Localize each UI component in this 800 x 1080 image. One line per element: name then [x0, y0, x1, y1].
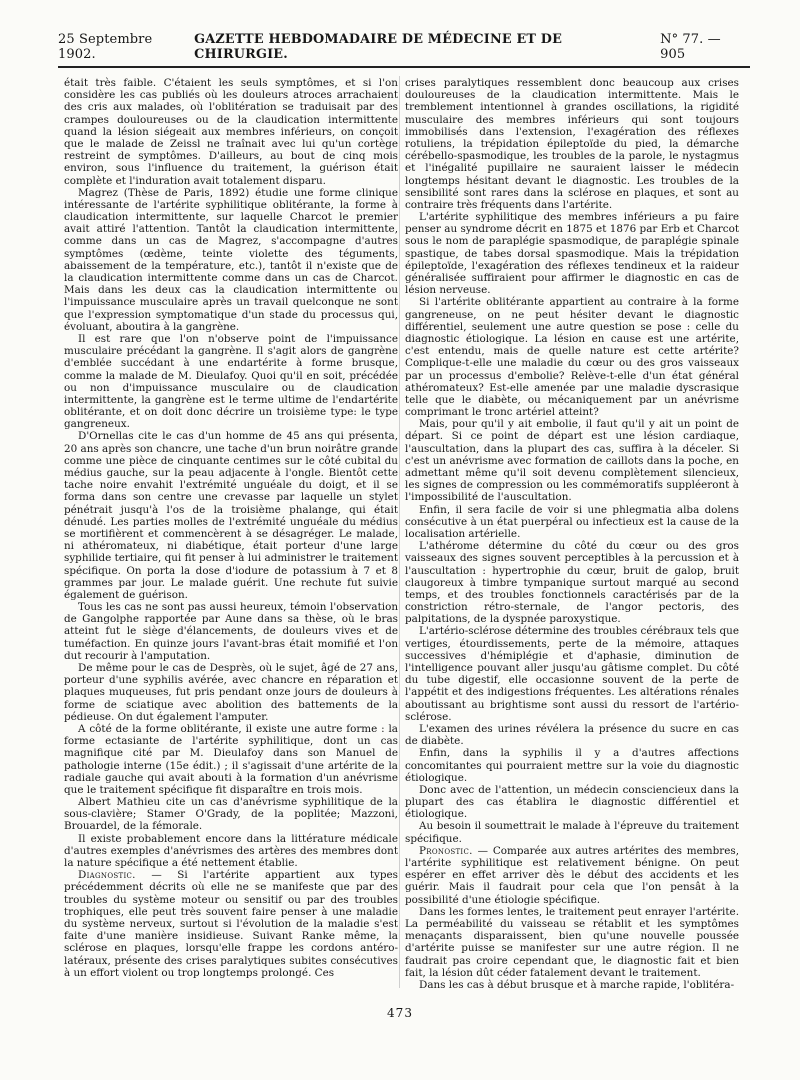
header-date: 25 Septembre 1902. — [58, 32, 153, 62]
paragraph: Magrez (Thèse de Paris, 1892) étudie une forme clinique intéressante de l'artérite syphilitique oblitérante, la forme à claudication intermittente, sur laquelle Charcot le premier avait attiré l'attention. Tantôt la claudication intermittente, comme dans un cas de Magrez, s'accompagne d'autres symptômes (œdème, teinte violette des téguments, abaissement de la température, etc.), tantôt il n'existe que de la claudication intermittente comme dans un cas de Charcot. Mais dans les deux cas la claudication intermittente ou l'impuissance musculaire après un travail quelconque ne sont que l'expression symptomatique d'un stade du processus qui, évoluant, aboutira à la gangrène. — [64, 186, 398, 333]
paragraph: Il est rare que l'on n'observe point de l'impuissance musculaire précédant la gangrène. Il s'agit alors de gangrène d'emblée succédant à une endartérite à forme brusque, comme la malade de M. Dieulafoy. Quoi qu'il en soit, précédée ou non d'impuissance musculaire ou de claudication intermittente, la gangrène est le terme ultime de l'endartérite oblitérante, et on doit donc décrire un troisième type: le type gangreneux. — [64, 332, 398, 431]
section-heading: Pronostic. — [419, 844, 473, 857]
journal-title: GAZETTE HEBDOMADAIRE DE MÉDECINE ET DE CHIRURGIE. — [194, 32, 563, 62]
folio-number: 473 — [387, 1006, 413, 1020]
paragraph: Dans les cas à début brusque et à marche rapide, l'oblitéra- — [419, 978, 735, 991]
paragraph: Au besoin il soumettrait le malade à l'épreuve du traitement spécifique. — [405, 820, 739, 845]
paragraph-text: — Si l'artérite appartient aux types précédemment décrits où elle ne se manifeste que par des troubles du système moteur ou sensitif ou par des troubles trophiques, elle peut très souvent faire penser à une maladie du système nerveux, surtout si l'évolution de la maladie s'est faite d'une manière insidieuse. Suivant Ranke même, la sclérose en plaques, lorsqu'elle frappe les cordons antéro-latéraux, présente des crises paralytiques subites consécutives à un effort violent ou trop longtemps prolongé. Ces — [64, 869, 398, 979]
paragraph: Albert Mathieu cite un cas d'anévrisme syphilitique de la sous-clavière; Stamer O'Grady, de la poplitée; Mazzoni, Brouardel, de la fémorale. — [64, 796, 398, 833]
paragraph: Donc avec de l'attention, un médecin consciencieux dans la plupart des cas établira le diagnostic différentiel et étiologique. — [405, 783, 739, 821]
paragraph: crises paralytiques ressemblent donc beaucoup aux crises douloureuses de la claudication intermittente. Mais le tremblement intentionnel à grandes oscillations, la rigidité musculaire des membres inférieurs qui sont toujours immobilisés dans l'extension, l'exagération des réflexes rotuliens, la trépidation épileptoïde du pied, la démarche cérébello-spasmodique, les troubles de la parole, le nystagmus et l'inégalité pupillaire ne sauraient laisser le médecin longtemps hésitant devant le diagnostic. Les troubles de la sensibilité sont rares dans la sclérose en plaques, et sont au contraire très fréquents dans l'artérite. — [405, 77, 739, 211]
column-divider — [399, 76, 400, 988]
running-header — [58, 32, 750, 62]
paragraph: était très faible. C'étaient les seuls symptômes, et si l'on considère les cas publiés où les douleurs atroces arrachaient des cris aux malades, où l'oblitération se traduisait par des crampes douloureuses ou de la claudication intermittente quand la lésion siégeait aux membres inférieurs, on conçoit que le malade de Zeissl ne traînait avec lui qu'un cortège restreint de symptômes. D'ailleurs, au bout de cinq mois environ, sous l'influence du traitement, la guérison était complète et l'induration avait totalement disparu. — [64, 77, 398, 187]
paragraph: L'artérite syphilitique des membres inférieurs a pu faire penser au syndrome décrit en 1875 et 1876 par Erb et Charcot sous le nom de paraplégie spasmodique, de paraplégie spinale spastique, de tabes dorsal spasmodique. Mais la trépidation épileptoïde, l'exagération des réflexes tendineux et la raideur généralisée suffiraient pour affirmer le diagnostic en cas de lésion nerveuse. — [405, 211, 739, 297]
paragraph: L'artério-sclérose détermine des troubles cérébraux tels que vertiges, étourdissements, perte de la mémoire, attaques successives d'hémiplégie et d'aphasie, diminution de l'intelligence pouvant aller jusqu'au gâtisme complet. Du côté du tube digestif, elle occasionne souvent de la perte de l'appétit et des indigestions fréquentes. Les altérations rénales aboutissant au brightisme sont aussi du ressort de l'artério-sclérose. — [405, 625, 739, 723]
paragraph-prognostic — [405, 845, 739, 906]
paragraph: Si l'artérite oblitérante appartient au contraire à la forme gangreneuse, on ne peut hésiter devant le diagnostic différentiel, seulement une autre question se pose : celle du diagnostic étiologique. La lésion en cause est une artérite, c'est entendu, mais de quelle nature est cette artérite? Complique-t-elle une maladie du cœur ou des gros vaisseaux par un processus d'embolie? Relève-t-elle d'un état général athéromateux? Est-elle amenée par une maladie dyscrasique telle que le diabète, ou mécaniquement par un anévrisme comprimant le tronc artériel atteint? — [405, 296, 739, 419]
paragraph: Enfin, il sera facile de voir si une phlegmatia alba dolens consécutive à un état puerpéral ou infectieux est la cause de la localisation artérielle. — [405, 503, 739, 540]
paragraph: Enfin, dans la syphilis il y a d'autres affections concomitantes qui pourraient mettre sur la voie du diagnostic étiologique. — [405, 747, 739, 784]
paragraph-diagnostic — [64, 869, 398, 979]
header-rule — [58, 66, 750, 68]
paragraph: Tous les cas ne sont pas aussi heureux, témoin l'observation de Gangolphe rapportée par Aune dans sa thèse, où le bras atteint fut le siège d'élancements, de douleurs vives et de tuméfaction. En quinze jours l'avant-bras était momifié et l'on dut recourir à l'amputation. — [64, 601, 398, 662]
issue-page-number: N° 77. — 905 — [660, 32, 721, 62]
paragraph: L'examen des urines révélera la présence du sucre en cas de diabète. — [405, 722, 739, 748]
paragraph: D'Ornellas cite le cas d'un homme de 45 ans qui présenta, 20 ans après son chancre, une tache d'un brun noirâtre grande comme une pièce de cinquante centimes sur le côté cubital du médius gauche, sur la peau adjacente à l'ongle. Bientôt cette tache noire envahit l'extrémité unguéale du doigt, et il se forma dans son centre une crevasse par laquelle un stylet pénétrait jusqu'à l'os de la troisième phalange, qui était dénudé. Les parties molles de l'extrémité unguéale du médius se mortifièrent et commencèrent à se désagréger. Le malade, ni athéromateux, ni diabétique, était porteur d'une large syphilide tertiaire, qui fit penser à lui administrer le traitement spécifique. On porta la dose d'iodure de potassium à 7 et 8 grammes par jour. Le malade guérit. Une rechute fut suivie également de guérison. — [64, 430, 398, 601]
paragraph: Dans les formes lentes, le traitement peut enrayer l'artérite. La perméabilité du vaisseau se rétablit et les symptômes menaçants disparaissent, bien qu'une nouvelle poussée d'artérite puisse se manifester sur une autre région. Il ne faudrait pas croire cependant que, le diagnostic fait et bien fait, la lésion dût céder fatalement devant le traitement. — [405, 905, 739, 979]
right-column — [405, 77, 739, 991]
paragraph: L'athérome détermine du côté du cœur ou des gros vaisseaux des signes souvent perceptibles à la percussion et à l'auscultation : hypertrophie du cœur, bruit de galop, bruit claugoreux à timbre tympanique surtout marqué au second temps, et des troubles fonctionnels caractérisés par de la constriction rétro-sternale, de l'angor pectoris, des palpitations, de la dyspnée paroxystique. — [405, 540, 739, 626]
paragraph: De même pour le cas de Desprès, où le sujet, âgé de 27 ans, porteur d'une syphilis avérée, avec chancre en réparation et plaques muqueuses, fut pris pendant onze jours de douleurs à forme de sciatique avec abolition des battements de la pédieuse. On dut également l'amputer. — [64, 662, 398, 723]
paragraph: Mais, pour qu'il y ait embolie, il faut qu'il y ait un point de départ. Si ce point de départ est une lésion cardiaque, l'auscultation, dans la plupart des cas, suffira à la déceler. Si c'est un anévrisme avec formation de caillots dans la poche, en admettant même qu'il soit devenu complètement silencieux, les signes de compression ou les commémoratifs suppléeront à l'impossibilité de l'auscultation. — [405, 418, 739, 504]
section-heading: Diagnostic. — [78, 869, 136, 882]
left-column — [64, 77, 398, 979]
paragraph-text: — Comparée aux autres artérites des membres, l'artérite syphilitique est relativement bénigne. On peut espérer en effet arriver dès le début des accidents et les guérir. Mais il faudrait pour cela que l'on pensât à la possibilité d'une étiologie spécifique. — [405, 844, 739, 906]
paragraph: A côté de la forme oblitérante, il existe une autre forme : la forme ectasiante de l'artérite syphilitique, dont un cas magnifique cité par M. Dieulafoy dans son Manuel de pathologie interne (15e édit.) ; il s'agissait d'une artérite de la radiale gauche qui avait abouti à la formation d'un anévrisme que le traitement spécifique fit disparaître en trois mois. — [64, 722, 398, 796]
paragraph: Il existe probablement encore dans la littérature médicale d'autres exemples d'anévrismes des artères des membres dont la nature spécifique a été nettement établie. — [64, 832, 398, 869]
